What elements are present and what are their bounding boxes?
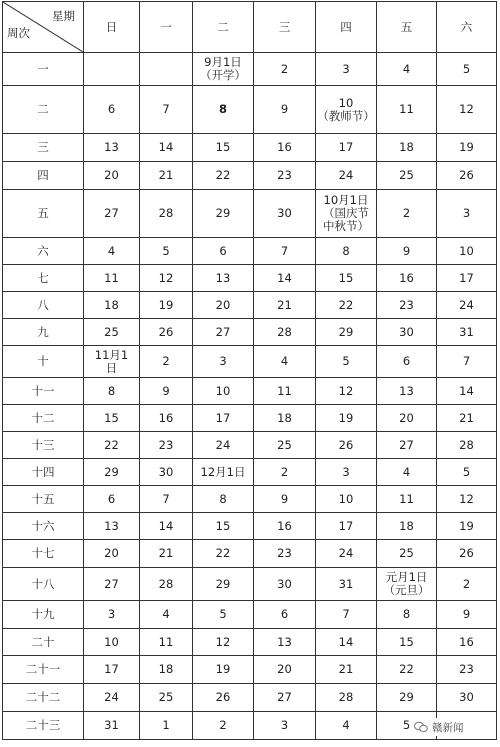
day-cell: 25 [254,432,316,459]
day-cell: 5 [140,238,193,265]
day-cell: 13 [84,134,140,162]
day-cell: 13 [84,513,140,540]
week-number-cell: 十一 [3,378,84,405]
day-cell: 30 [254,568,316,601]
day-cell: 3 [316,53,377,86]
day-cell: 8 [193,86,254,134]
day-cell: 18 [140,656,193,684]
day-cell: 30 [254,190,316,238]
day-cell: 3 [254,712,316,740]
week-number-cell: 一 [3,53,84,86]
day-cell: 10 [316,486,377,513]
week-number-cell: 四 [3,162,84,190]
day-cell: 2 [377,190,437,238]
week-row [3,319,497,346]
week-row [3,86,497,134]
week-row [3,346,497,378]
week-number-cell: 十 [3,346,84,378]
day-cell: 21 [140,162,193,190]
day-cell: 19 [316,405,377,432]
day-cell: 6 [84,486,140,513]
day-cell: 7 [316,601,377,629]
day-cell: 17 [437,265,497,292]
day-cell: 21 [437,405,497,432]
week-row [3,53,497,86]
day-header-wed: 三 [254,2,316,53]
day-cell: 19 [193,656,254,684]
week-row [3,486,497,513]
day-cell: 30 [377,319,437,346]
day-cell: 25 [140,684,193,712]
day-cell: 2 [140,346,193,378]
day-cell: 26 [193,684,254,712]
day-cell: 8 [316,238,377,265]
day-header-sun: 日 [84,2,140,53]
day-cell: 7 [140,486,193,513]
day-cell: 25 [84,319,140,346]
day-cell: 28 [140,568,193,601]
header-row [3,2,497,53]
day-header-sat: 六 [437,2,497,53]
day-cell: 17 [316,134,377,162]
day-cell: 23 [254,540,316,568]
day-cell: 31 [437,319,497,346]
watermark-text: 赣新闻 [432,721,464,734]
week-number-cell: 二十 [3,629,84,656]
day-cell: 2 [193,712,254,740]
week-number-cell: 十三 [3,432,84,459]
day-cell: 24 [84,684,140,712]
day-cell: 27 [193,319,254,346]
day-cell: 14 [254,265,316,292]
day-cell: 23 [377,292,437,319]
day-cell: 11月1 日 [84,346,140,378]
week-row [3,238,497,265]
day-cell: 14 [316,629,377,656]
week-row [3,292,497,319]
day-cell: 18 [254,405,316,432]
day-cell: 23 [140,432,193,459]
day-cell: 12 [193,629,254,656]
day-cell: 3 [437,190,497,238]
day-cell: 5 [193,601,254,629]
day-cell: 23 [437,656,497,684]
day-cell: 12 [437,486,497,513]
week-number-cell: 九 [3,319,84,346]
day-cell: 16 [437,629,497,656]
day-cell: 8 [84,378,140,405]
day-cell: 27 [377,432,437,459]
week-number-cell: 三 [3,134,84,162]
day-cell: 6 [193,238,254,265]
day-cell: 29 [316,319,377,346]
day-cell: 24 [193,432,254,459]
day-cell: 6 [377,346,437,378]
day-cell: 30 [140,459,193,486]
day-cell: 20 [84,162,140,190]
day-cell: 14 [437,378,497,405]
day-cell: 2 [254,53,316,86]
day-cell: 10 [84,629,140,656]
day-cell: 9 [437,601,497,629]
day-cell: 26 [140,319,193,346]
day-cell: 31 [84,712,140,740]
corner-cell [3,2,84,53]
day-cell: 28 [254,319,316,346]
day-cell: 6 [254,601,316,629]
week-row [3,656,497,684]
week-row [3,513,497,540]
day-cell: 7 [140,86,193,134]
day-cell: 5 [437,459,497,486]
week-row [3,190,497,238]
day-cell: 23 [254,162,316,190]
day-cell: 15 [84,405,140,432]
week-row [3,459,497,486]
day-cell: 10月1日 （国庆节 中秋节） [316,190,377,238]
day-cell: 15 [316,265,377,292]
day-cell [84,53,140,86]
week-number-cell: 七 [3,265,84,292]
day-cell: 6 [84,86,140,134]
day-cell: 17 [193,405,254,432]
day-cell: 2 [437,568,497,601]
day-cell: 28 [437,432,497,459]
day-cell: 28 [140,190,193,238]
day-header-tue: 二 [193,2,254,53]
weekday-axis-label: 星期 [52,9,75,23]
day-cell: 29 [193,568,254,601]
day-cell: 9 [254,486,316,513]
week-number-cell: 十六 [3,513,84,540]
day-cell: 27 [84,190,140,238]
day-cell: 10 [437,238,497,265]
week-number-axis-label: 周次 [7,26,30,40]
week-row [3,134,497,162]
day-cell: 13 [254,629,316,656]
day-cell: 4 [254,346,316,378]
day-header-mon: 一 [140,2,193,53]
day-cell: 19 [437,513,497,540]
week-row [3,378,497,405]
day-cell: 25 [377,540,437,568]
day-cell: 4 [140,601,193,629]
chat-bubble-icon [414,721,428,733]
day-cell: 10 （教师节） [316,86,377,134]
week-row [3,265,497,292]
day-cell: 20 [377,405,437,432]
week-number-cell: 十二 [3,405,84,432]
week-number-cell: 八 [3,292,84,319]
day-cell: 5 [377,712,437,740]
day-cell: 15 [193,513,254,540]
day-cell: 8 [377,601,437,629]
day-cell: 20 [254,656,316,684]
week-row [3,629,497,656]
week-row [3,601,497,629]
day-cell: 16 [254,134,316,162]
day-cell: 11 [377,486,437,513]
day-cell: 21 [254,292,316,319]
day-cell: 16 [140,405,193,432]
day-cell: 29 [193,190,254,238]
day-cell: 3 [316,459,377,486]
day-cell: 26 [316,432,377,459]
day-cell: 27 [254,684,316,712]
day-cell: 18 [377,513,437,540]
week-number-cell: 二十一 [3,656,84,684]
day-cell: 5 [316,346,377,378]
school-calendar-table [2,1,497,740]
day-cell: 9 [377,238,437,265]
week-number-cell: 十七 [3,540,84,568]
day-cell: 元月1日 （元旦） [377,568,437,601]
day-cell: 25 [377,162,437,190]
week-number-cell: 十八 [3,568,84,601]
day-cell: 30 [437,684,497,712]
week-number-cell: 五 [3,190,84,238]
day-cell: 19 [437,134,497,162]
watermark [414,718,494,736]
week-row [3,432,497,459]
day-cell: 4 [316,712,377,740]
day-cell: 27 [84,568,140,601]
day-cell: 18 [377,134,437,162]
day-cell: 18 [84,292,140,319]
day-cell: 19 [140,292,193,319]
day-cell: 11 [254,378,316,405]
day-cell: 21 [316,656,377,684]
day-cell: 26 [437,540,497,568]
day-cell: 9 [254,86,316,134]
week-number-cell: 二十二 [3,684,84,712]
day-cell: 12月1日 [193,459,254,486]
week-row [3,405,497,432]
day-cell: 11 [140,629,193,656]
day-cell: 11 [84,265,140,292]
day-cell: 29 [377,684,437,712]
day-cell [140,53,193,86]
day-cell: 3 [193,346,254,378]
week-number-cell: 六 [3,238,84,265]
day-cell: 15 [193,134,254,162]
day-cell: 24 [316,540,377,568]
week-number-cell: 二 [3,86,84,134]
day-cell: 14 [140,513,193,540]
day-cell: 20 [84,540,140,568]
day-cell: 22 [84,432,140,459]
day-cell: 17 [84,656,140,684]
week-number-cell: 十五 [3,486,84,513]
week-number-cell: 十四 [3,459,84,486]
day-cell: 20 [193,292,254,319]
week-row [3,162,497,190]
day-cell: 21 [140,540,193,568]
day-cell: 14 [140,134,193,162]
day-cell: 1 [140,712,193,740]
day-cell: 5 [437,53,497,86]
day-cell: 11 [377,86,437,134]
day-cell: 26 [437,162,497,190]
day-cell: 29 [84,459,140,486]
day-cell: 12 [316,378,377,405]
week-number-cell: 十九 [3,601,84,629]
day-cell: 3 [84,601,140,629]
week-row [3,684,497,712]
day-cell: 12 [437,86,497,134]
day-cell: 7 [254,238,316,265]
week-row [3,568,497,601]
day-cell: 8 [193,486,254,513]
week-number-cell: 二十三 [3,712,84,740]
week-row [3,540,497,568]
day-header-fri: 五 [377,2,437,53]
day-cell: 24 [316,162,377,190]
day-cell: 22 [316,292,377,319]
day-cell: 22 [377,656,437,684]
day-cell: 13 [193,265,254,292]
day-cell: 13 [377,378,437,405]
calendar-body [3,2,497,740]
day-cell: 22 [193,162,254,190]
day-cell: 4 [84,238,140,265]
day-cell: 28 [316,684,377,712]
day-cell: 12 [140,265,193,292]
day-cell: 17 [316,513,377,540]
day-cell: 31 [316,568,377,601]
day-header-thu: 四 [316,2,377,53]
day-cell: 15 [377,629,437,656]
day-cell: 7 [437,346,497,378]
day-cell: 16 [254,513,316,540]
day-cell: 10 [193,378,254,405]
day-cell: 22 [193,540,254,568]
day-cell: 16 [377,265,437,292]
day-cell: 9 [140,378,193,405]
day-cell: 4 [377,459,437,486]
day-cell: 4 [377,53,437,86]
day-cell: 9月1日 （开学） [193,53,254,86]
day-cell: 2 [254,459,316,486]
day-cell: 24 [437,292,497,319]
